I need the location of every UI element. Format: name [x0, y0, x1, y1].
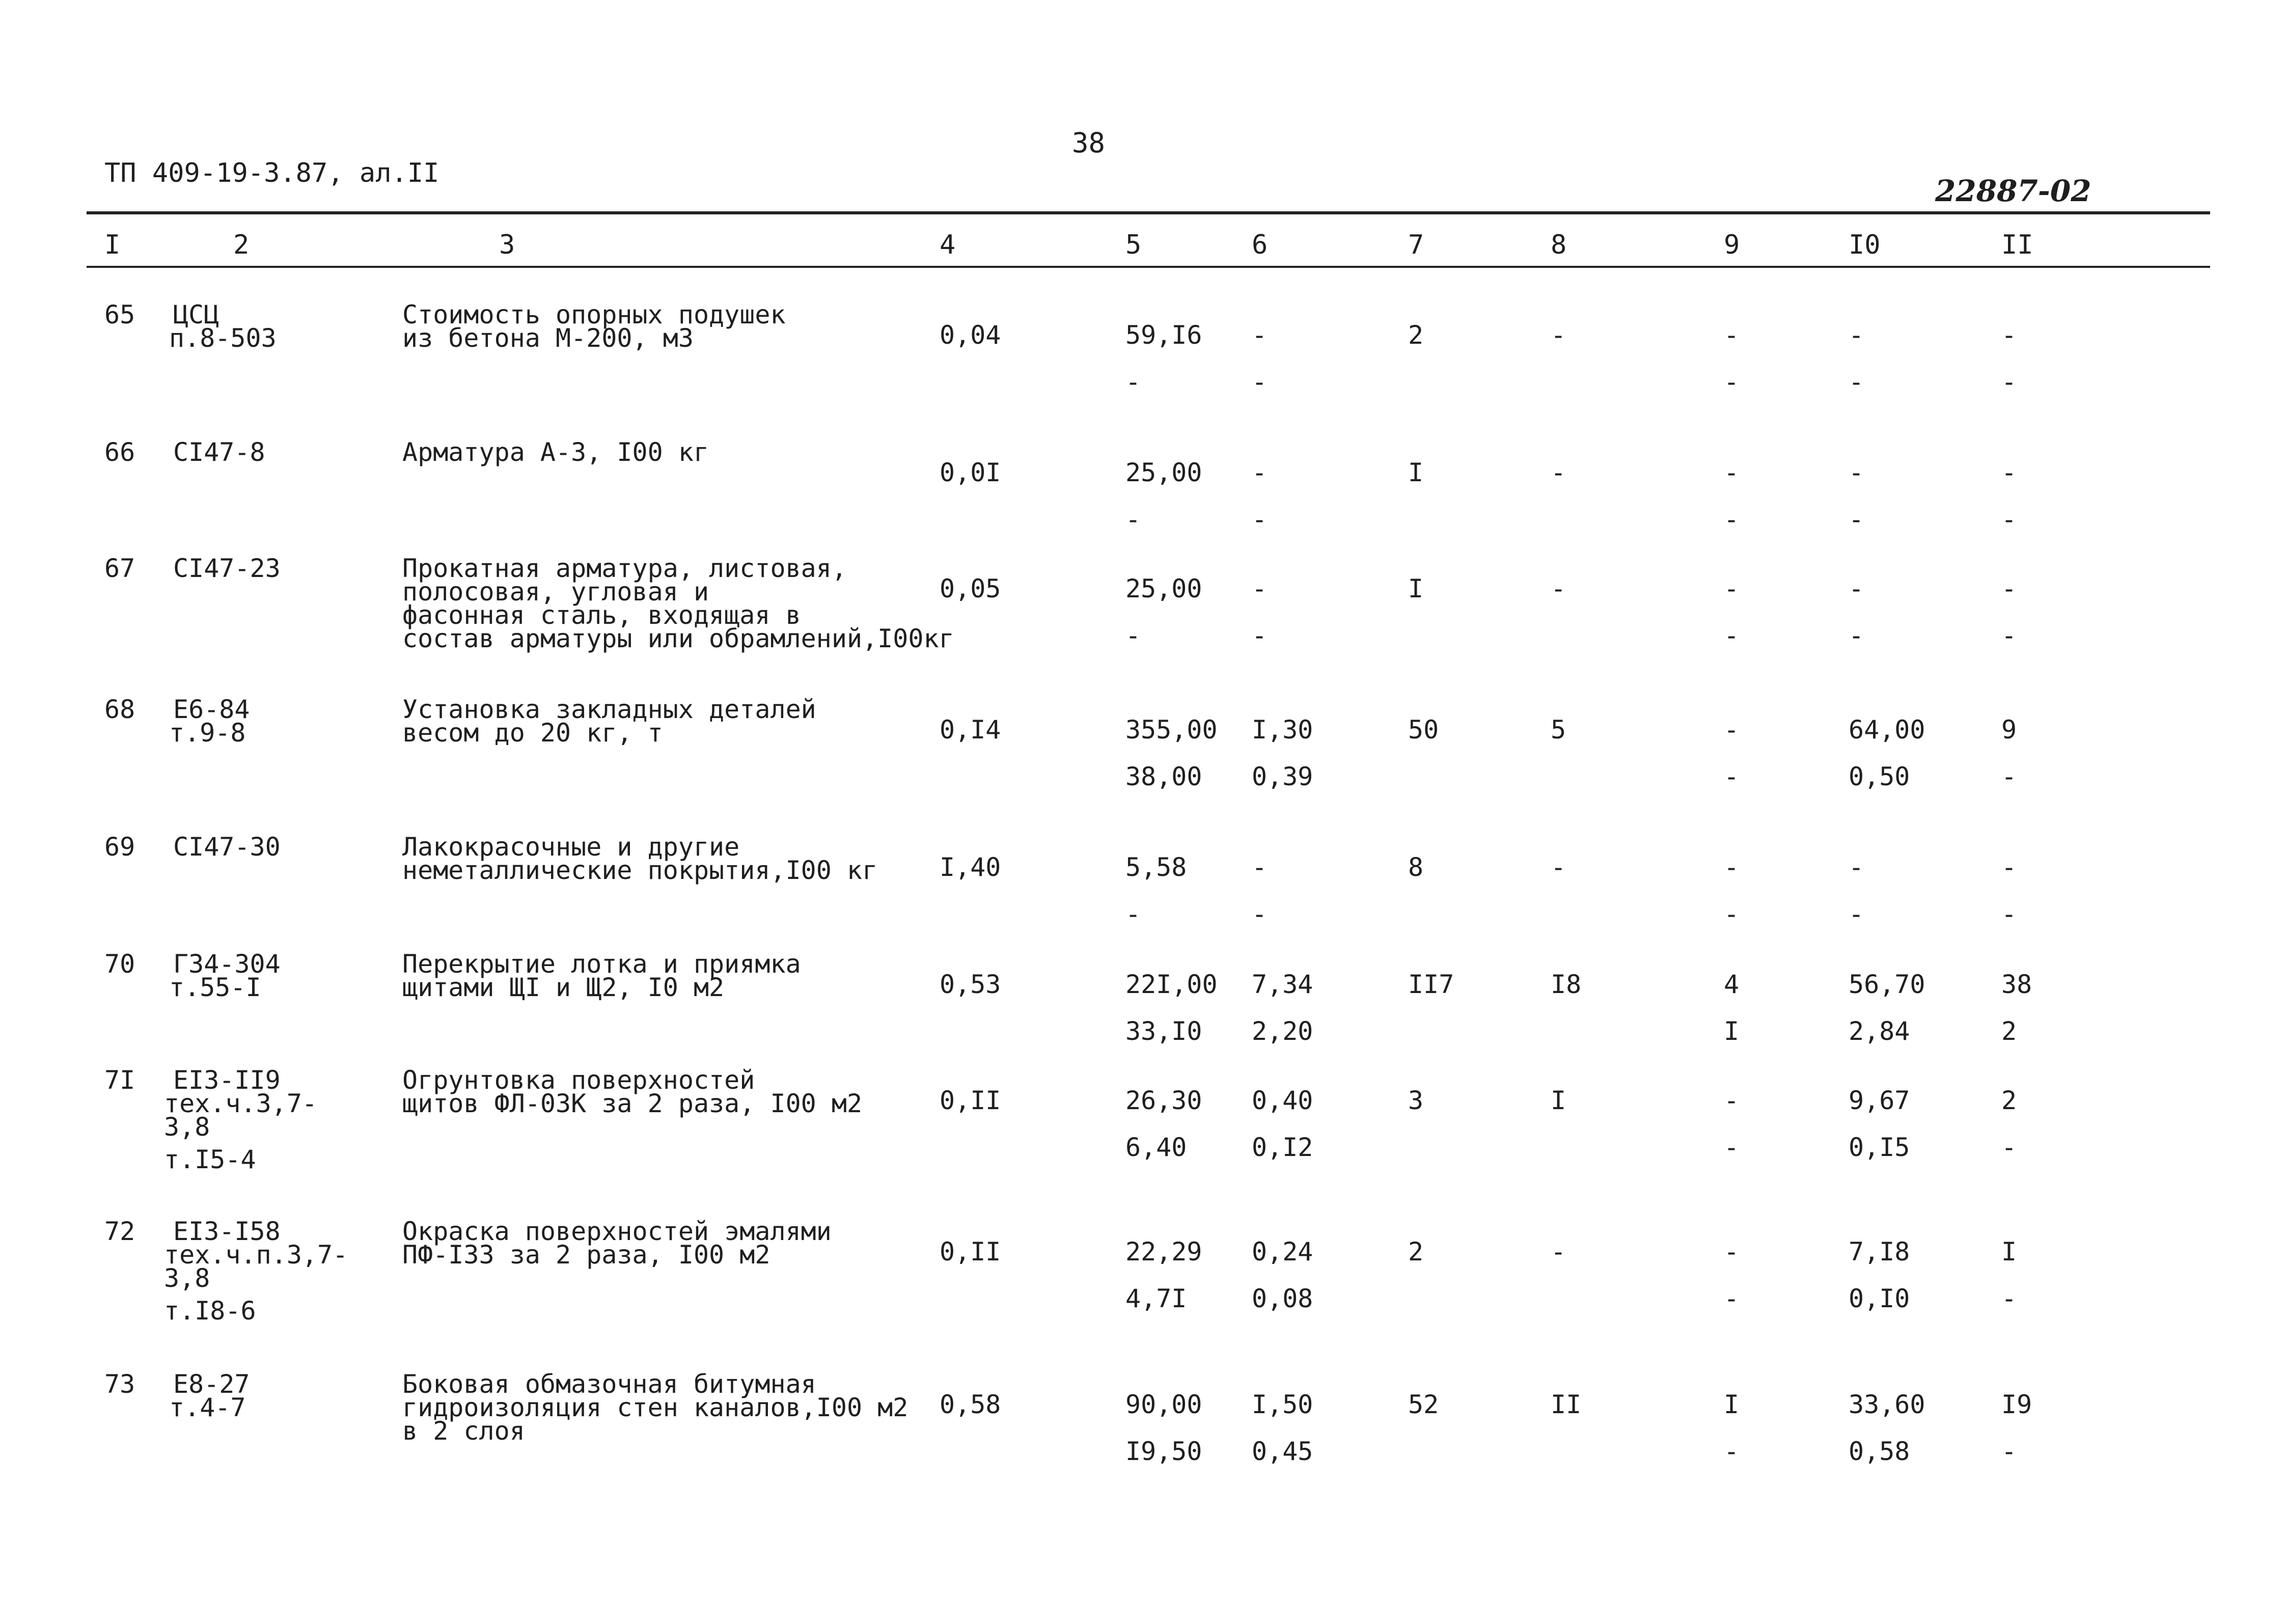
cost-value: - [1252, 574, 1268, 603]
norm-code-line: Г34-304 [173, 949, 281, 979]
sheet-number: 22887-02 [1935, 174, 2091, 208]
wage-value: 0,I2 [1252, 1133, 1313, 1162]
wage-value: 4,7I [1125, 1284, 1187, 1313]
wage-value: 33,I0 [1125, 1016, 1202, 1046]
wage-value: - [2001, 1133, 2017, 1162]
wage-value: 0,58 [1849, 1437, 1910, 1466]
wage-value: - [1849, 505, 1864, 534]
cost-value: I9 [2001, 1390, 2032, 1419]
wage-value: - [1849, 621, 1864, 650]
wage-value: - [1125, 899, 1141, 929]
wage-value: - [1724, 367, 1740, 397]
norm-code-line: п.8-503 [169, 323, 277, 353]
wage-value: 2,84 [1849, 1016, 1910, 1046]
cost-value: 90,00 [1125, 1390, 1202, 1419]
norm-code-line: ЦСЦ [173, 300, 219, 329]
quantity-value: 0,58 [940, 1390, 1001, 1419]
wage-value: 0,08 [1252, 1284, 1313, 1313]
quantity-value: I,40 [940, 852, 1001, 882]
cost-value: 7,34 [1252, 970, 1313, 999]
work-description-line: Перекрытие лотка и приямка [402, 949, 801, 979]
cost-value: - [1551, 320, 1566, 350]
column-header: 2 [233, 230, 250, 260]
wage-value: - [2001, 621, 2017, 650]
cost-value: 8 [1408, 852, 1424, 882]
cost-value: I [2001, 1237, 2017, 1267]
cost-value: - [1849, 852, 1864, 882]
cost-value: 56,70 [1849, 970, 1925, 999]
wage-value: - [1724, 505, 1740, 534]
row-number: 68 [104, 695, 135, 724]
cost-value: - [1724, 852, 1740, 882]
cost-value: - [1724, 458, 1740, 487]
norm-code-line: 3,8 [164, 1112, 210, 1142]
column-header: I0 [1849, 230, 1881, 260]
cost-value: - [1551, 574, 1566, 603]
cost-value: 59,I6 [1125, 320, 1202, 350]
cost-value: I8 [1551, 970, 1582, 999]
cost-value: - [1849, 574, 1864, 603]
cost-value: - [1252, 852, 1268, 882]
row-number: 70 [104, 949, 135, 979]
cost-value: - [1849, 458, 1864, 487]
column-header: 7 [1408, 230, 1424, 260]
work-description-line: щитов ФЛ-03К за 2 раза, I00 м2 [402, 1089, 863, 1118]
cost-value: II7 [1408, 970, 1454, 999]
cost-value: 0,40 [1252, 1086, 1313, 1115]
quantity-value: 0,I4 [940, 715, 1001, 745]
norm-code-line: т.9-8 [169, 718, 246, 748]
cost-value: - [2001, 458, 2017, 487]
wage-value: - [2001, 367, 2017, 397]
wage-value: - [1724, 762, 1740, 791]
norm-code-line: ЕI3-I58 [173, 1217, 281, 1246]
norm-code-line: ЕI3-II9 [173, 1065, 281, 1095]
row-number: 69 [104, 832, 135, 862]
work-description-line: гидроизоляция стен каналов,I00 м2 [402, 1393, 908, 1422]
work-description-line: Окраска поверхностей эмалями [402, 1217, 832, 1246]
norm-code-line: 3,8 [164, 1263, 210, 1293]
work-description-line: Стоимость опорных подушек [402, 300, 786, 329]
norm-code-line: СI47-30 [173, 832, 281, 862]
column-header: 9 [1724, 230, 1740, 260]
norm-code-line: т.55-I [169, 973, 261, 1002]
quantity-value: 0,II [940, 1237, 1001, 1267]
quantity-value: 0,05 [940, 574, 1001, 603]
row-number: 65 [104, 300, 135, 329]
norm-code-line: т.I8-6 [164, 1296, 256, 1326]
cost-value: - [1724, 715, 1740, 745]
wage-value: - [2001, 505, 2017, 534]
cost-value: 33,60 [1849, 1390, 1925, 1419]
wage-value: I9,50 [1125, 1437, 1202, 1466]
row-number: 73 [104, 1369, 135, 1399]
wage-value: - [1252, 505, 1268, 534]
work-description-line: щитами ЩI и Щ2, I0 м2 [402, 973, 725, 1002]
wage-value: - [1125, 367, 1141, 397]
work-description-line: в 2 слоя [402, 1416, 525, 1446]
norm-code-line: т.I5-4 [164, 1145, 256, 1174]
row-number: 67 [104, 554, 135, 583]
quantity-value: 0,53 [940, 970, 1001, 999]
row-number: 72 [104, 1217, 135, 1246]
wage-value: - [2001, 899, 2017, 929]
cost-value: I [1408, 574, 1424, 603]
column-header: I [104, 230, 121, 260]
wage-value: - [1125, 621, 1141, 650]
work-description-line: Установка закладных деталей [402, 695, 816, 724]
quantity-value: 0,II [940, 1086, 1001, 1115]
wage-value: - [1252, 367, 1268, 397]
document-code: ТП 409-19-3.87, ал.II [104, 158, 439, 188]
cost-value: 7,I8 [1849, 1237, 1910, 1267]
cost-value: I,50 [1252, 1390, 1313, 1419]
cost-value: 64,00 [1849, 715, 1925, 745]
cost-value: 355,00 [1125, 715, 1218, 745]
wage-value: - [2001, 1284, 2017, 1313]
cost-value: - [1551, 1237, 1566, 1267]
cost-value: 38 [2001, 970, 2032, 999]
cost-value: I,30 [1252, 715, 1313, 745]
work-description-line: состав арматуры или обрамлений,I00кг [402, 624, 954, 653]
cost-value: 25,00 [1125, 574, 1202, 603]
wage-value: 0,50 [1849, 762, 1910, 791]
cost-value: 26,30 [1125, 1086, 1202, 1115]
work-description-line: полосовая, угловая и [402, 577, 709, 607]
wage-value: - [1849, 367, 1864, 397]
cost-value: I [1408, 458, 1424, 487]
norm-code-line: т.4-7 [169, 1393, 246, 1422]
cost-value: - [2001, 852, 2017, 882]
page-number: 38 [1072, 127, 1106, 159]
wage-value: - [2001, 1437, 2017, 1466]
cost-value: - [1724, 574, 1740, 603]
work-description-line: Прокатная арматура, листовая, [402, 554, 847, 583]
cost-value: - [2001, 574, 2017, 603]
column-header: 3 [499, 230, 515, 260]
norm-code-line: тех.ч.3,7- [164, 1089, 318, 1118]
cost-value: 50 [1408, 715, 1439, 745]
cost-value: 25,00 [1125, 458, 1202, 487]
cost-value: 9 [2001, 715, 2017, 745]
cost-value: I [1724, 1390, 1740, 1419]
cost-value: 5 [1551, 715, 1566, 745]
cost-value: - [1252, 458, 1268, 487]
cost-value: 4 [1724, 970, 1740, 999]
norm-code-line: Е6-84 [173, 695, 250, 724]
norm-code-line: СI47-8 [173, 437, 265, 467]
wage-value: - [2001, 762, 2017, 791]
wage-value: - [1724, 899, 1740, 929]
cost-value: 2 [1408, 1237, 1424, 1267]
norm-code-line: тех.ч.п.3,7- [164, 1240, 348, 1270]
header-top-rule [87, 211, 2210, 214]
header-bottom-rule [87, 266, 2210, 268]
cost-value: 3 [1408, 1086, 1424, 1115]
cost-value: - [1724, 1237, 1740, 1267]
cost-value: - [1849, 320, 1864, 350]
cost-value: 52 [1408, 1390, 1439, 1419]
column-header: 8 [1551, 230, 1567, 260]
cost-value: II [1551, 1390, 1582, 1419]
wage-value: - [1724, 621, 1740, 650]
row-number: 66 [104, 437, 135, 467]
work-description-line: Арматура А-3, I00 кг [402, 437, 709, 467]
wage-value: - [1252, 621, 1268, 650]
wage-value: 2 [2001, 1016, 2017, 1046]
column-header: II [2001, 230, 2033, 260]
work-description-line: Лакокрасочные и другие [402, 832, 740, 862]
work-description-line: весом до 20 кг, т [402, 718, 663, 748]
work-description-line: из бетона М-200, м3 [402, 323, 694, 353]
cost-value: 5,58 [1125, 852, 1187, 882]
wage-value: - [1849, 899, 1864, 929]
column-header: 4 [940, 230, 956, 260]
wage-value: - [1252, 899, 1268, 929]
cost-value: - [1724, 320, 1740, 350]
work-description-line: неметаллические покрытия,I00 кг [402, 856, 878, 885]
wage-value: 6,40 [1125, 1133, 1187, 1162]
cost-value: - [1551, 852, 1566, 882]
cost-value: - [1551, 458, 1566, 487]
wage-value: 2,20 [1252, 1016, 1313, 1046]
cost-value: - [1724, 1086, 1740, 1115]
wage-value: - [1724, 1437, 1740, 1466]
wage-value: I [1724, 1016, 1740, 1046]
work-description-line: Огрунтовка поверхностей [402, 1065, 755, 1095]
wage-value: 0,I5 [1849, 1133, 1910, 1162]
column-header: 5 [1125, 230, 1142, 260]
cost-value: - [2001, 320, 2017, 350]
wage-value: 0,45 [1252, 1437, 1313, 1466]
wage-value: - [1724, 1284, 1740, 1313]
wage-value: - [1724, 1133, 1740, 1162]
cost-value: 2 [2001, 1086, 2017, 1115]
column-header: 6 [1252, 230, 1268, 260]
norm-code-line: Е8-27 [173, 1369, 250, 1399]
cost-value: - [1252, 320, 1268, 350]
work-description-line: ПФ-I33 за 2 раза, I00 м2 [402, 1240, 770, 1270]
wage-value: 0,I0 [1849, 1284, 1910, 1313]
cost-value: 9,67 [1849, 1086, 1910, 1115]
cost-value: I [1551, 1086, 1566, 1115]
work-description-line: Боковая обмазочная битумная [402, 1369, 816, 1399]
norm-code-line: СI47-23 [173, 554, 281, 583]
wage-value: - [1125, 505, 1141, 534]
cost-value: 0,24 [1252, 1237, 1313, 1267]
work-description-line: фасонная сталь, входящая в [402, 600, 801, 630]
row-number: 7I [104, 1065, 135, 1095]
cost-value: 22I,00 [1125, 970, 1218, 999]
wage-value: 0,39 [1252, 762, 1313, 791]
quantity-value: 0,0I [940, 458, 1001, 487]
cost-value: 22,29 [1125, 1237, 1202, 1267]
quantity-value: 0,04 [940, 320, 1001, 350]
wage-value: 38,00 [1125, 762, 1202, 791]
cost-value: 2 [1408, 320, 1424, 350]
